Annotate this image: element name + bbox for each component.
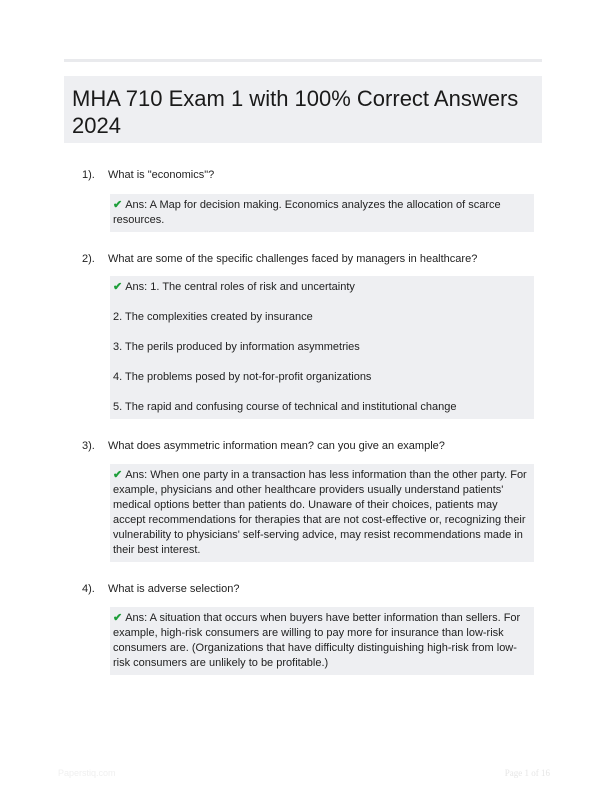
answer-line: ✔ Ans: When one party in a transaction has less information than the other party. For example, physicians and other healthcare providers usually understand patients' medical options better than patients do. Unaware of their choices, patients may accept recommendations for therapies that are not cost-effective or, recognizing their vulnerability to physicians' self-serving advice, may resist recommendations made in their best interest.: [113, 469, 527, 556]
answer-line: 4. The problems posed by not-for-profit organizations: [113, 371, 372, 383]
answer-line: ✔ Ans: 1. The central roles of risk and uncertainty: [113, 281, 355, 293]
answer-box: [110, 607, 534, 675]
check-icon: ✔: [113, 281, 123, 293]
check-icon: ✔: [113, 612, 123, 624]
question-text: What are some of the specific challenges faced by managers in healthcare?: [108, 253, 478, 265]
answer-line: 3. The perils produced by information asymmetries: [113, 341, 360, 353]
answer-box: [110, 276, 534, 419]
check-icon: ✔: [113, 469, 123, 481]
question-number: 2).: [82, 253, 95, 265]
answer-line: 2. The complexities created by insurance: [113, 311, 313, 323]
question-number: 1).: [82, 169, 95, 181]
question-text: What does asymmetric information mean? can you give an example?: [108, 440, 445, 452]
answer-line: 5. The rapid and confusing course of technical and institutional change: [113, 401, 457, 413]
question-text: What is adverse selection?: [108, 583, 240, 595]
top-rule: [64, 59, 542, 62]
question-text: What is "economics"?: [108, 169, 215, 181]
question-number: 3).: [82, 440, 95, 452]
check-icon: ✔: [113, 199, 123, 211]
answer-line: ✔ Ans: A situation that occurs when buyers have better information than sellers. For example, high-risk consumers are willing to pay more for insurance than low-risk consumers are. (Organizations that have difficulty distinguishing high-risk from low-risk consumers are unlikely to be profitable.): [113, 612, 521, 669]
footer-watermark: Paperstiq.com: [58, 768, 116, 778]
answer-box: [110, 194, 534, 232]
page-number: Page 1 of 16: [504, 768, 550, 778]
title-box: [64, 76, 542, 143]
answer-box: [110, 464, 534, 562]
answer-line: ✔ Ans: A Map for decision making. Economics analyzes the allocation of scarce resources.: [113, 199, 501, 226]
question-number: 4).: [82, 583, 95, 595]
page-title: MHA 710 Exam 1 with 100% Correct Answers 2024: [72, 86, 519, 138]
